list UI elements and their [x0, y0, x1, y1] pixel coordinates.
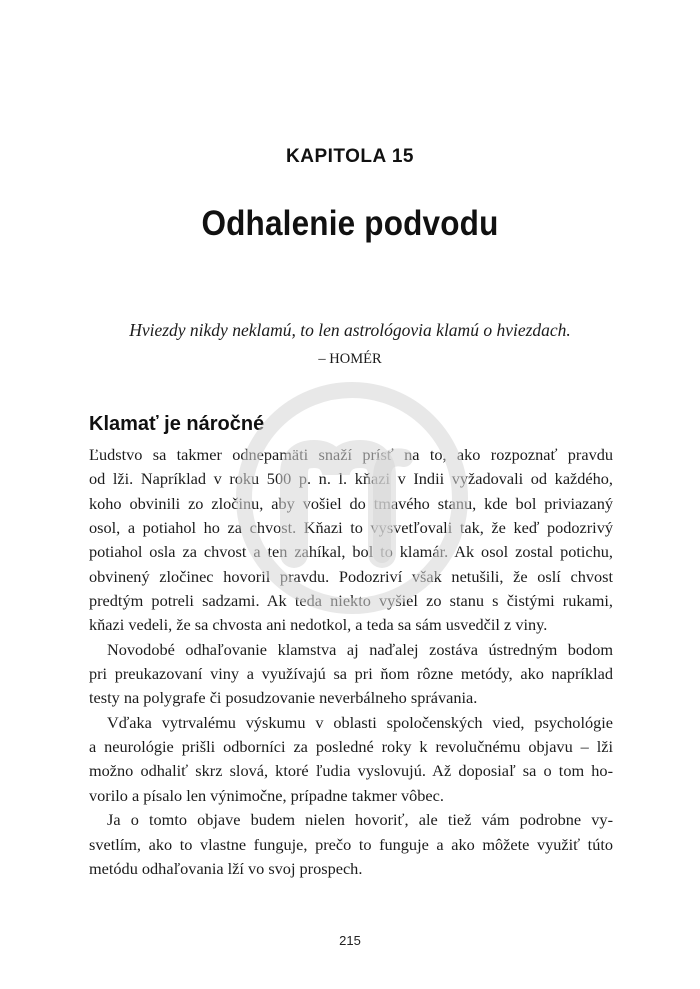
- epigraph-quote: Hviezdy nikdy neklamú, to len astrológovia klamú o hviezdach.: [129, 320, 571, 340]
- text-line: obvinený zločinec hovoril pravdu. Podozriví však netušili, že oslí chvost: [89, 566, 613, 586]
- text-line: Novodobé odhaľovanie klamstva aj naďalej zostáva ústredným bodom: [107, 639, 613, 659]
- text-line: pri preukazovaní viny a využívajú sa pri ňom rôzne metódy, ako napríklad: [89, 664, 613, 684]
- text-line: kňazi vedeli, že sa chvosta ani nedotkol, a teda sa sám usvedčil z viny.: [89, 615, 548, 635]
- text-line: svetlím, ako to vlastne funguje, prečo to funguje a ako môžete využiť túto: [89, 834, 613, 854]
- text-line: osol, a potiahol ho za chvost. Kňazi to vysvetľovali tak, že keď podozrivý: [89, 518, 613, 538]
- text-line: Vďaka vytrvalému výskumu v oblasti spoločenských vied, psychológie: [107, 712, 613, 732]
- text-line: predtým potreli sadzami. Ak teda niekto vyšiel zo stanu s čistými rukami,: [89, 591, 613, 611]
- text-line: potiahol osla za chvost a ten zahíkal, bol to klamár. Ak osol zostal potichu,: [89, 542, 613, 562]
- text-line: možno odhaliť skrz slová, ktoré ľudia vyslovujú. Až doposiaľ sa o tom ho-: [89, 761, 613, 781]
- text-line: metódu odhaľovania lží vo svoj prospech.: [89, 858, 363, 878]
- text-line: Ja o tomto objave budem nielen hovoriť, ale tiež vám podrobne vy-: [107, 810, 613, 830]
- text-line: testy na polygrafe či posudzovanie neverbálneho správania.: [89, 688, 478, 708]
- chapter-title: Odhalenie podvodu: [201, 204, 499, 243]
- epigraph-author: – HOMÉR: [318, 351, 382, 367]
- section-heading: Klamať je náročné: [89, 413, 265, 435]
- text-line: od lži. Napríklad v roku 500 p. n. l. kňazi v Indii vyžadovali od každého,: [89, 469, 613, 489]
- text-line: a neurológie prišli odborníci za posledné roky k revolučnému objavu – lži: [89, 737, 613, 757]
- page-number: 215: [339, 933, 361, 948]
- text-line: koho obvinili zo zločinu, aby vošiel do tmavého stanu, kde bol priviazaný: [89, 493, 613, 513]
- chapter-label: KAPITOLA 15: [286, 146, 414, 167]
- body-text: [89, 443, 613, 881]
- text-line: Ľudstvo sa takmer odnepamäti snaží prísť na to, ako rozpoznať pravdu: [89, 445, 613, 464]
- text-line: vorilo a písalo len výnimočne, prípadne takmer vôbec.: [89, 785, 444, 805]
